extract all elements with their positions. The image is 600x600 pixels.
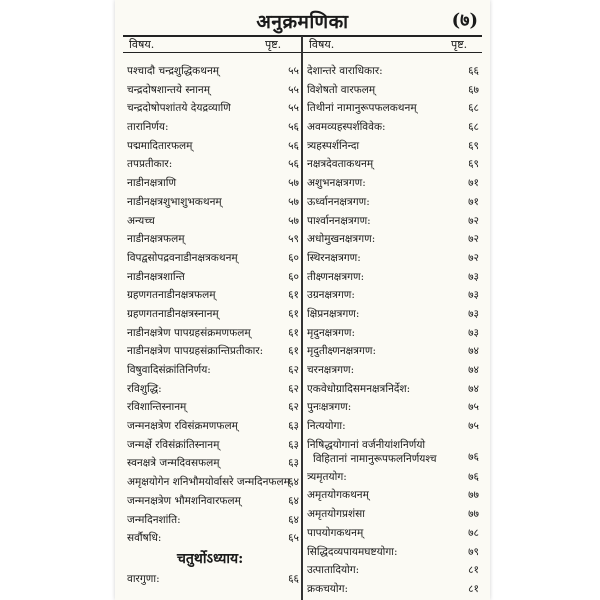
entry-page: ६४ bbox=[288, 494, 299, 507]
entry-page: ५७ bbox=[288, 177, 299, 190]
entry-subject: एकवेधोग्रादिसमनक्षत्रनिर्देश: bbox=[307, 382, 411, 395]
index-entry bbox=[127, 361, 305, 380]
entry-page: ७७ bbox=[468, 489, 479, 502]
entry-page: ६१ bbox=[288, 345, 299, 358]
entry-page: ५६ bbox=[288, 158, 299, 171]
index-entry bbox=[127, 529, 305, 548]
entry-page: ६९ bbox=[468, 158, 479, 171]
index-entry bbox=[307, 268, 485, 287]
index-entry bbox=[127, 212, 305, 231]
entry-page: ६३ bbox=[288, 420, 299, 433]
index-entry bbox=[307, 361, 485, 380]
entry-subject: रविशान्तिस्नानम् bbox=[127, 401, 187, 414]
index-entry bbox=[127, 380, 305, 399]
entry-subject: अधोमुखनक्षत्रगण: bbox=[307, 233, 376, 246]
entry-subject: अवमव्यहस्पर्शविवेक: bbox=[307, 121, 386, 134]
index-entry bbox=[127, 342, 305, 361]
entry-page: ७९ bbox=[468, 545, 479, 558]
entry-subject: ऊर्ध्वाननक्षत्रगण: bbox=[307, 195, 370, 208]
index-entry bbox=[127, 398, 305, 417]
index-entry bbox=[127, 570, 305, 589]
entry-subject: नाडीनक्षत्रशान्ति bbox=[127, 270, 185, 283]
entry-page: ६३ bbox=[288, 438, 299, 451]
entry-page: ६२ bbox=[288, 364, 299, 376]
column-header-rule bbox=[123, 52, 482, 53]
entry-page: ७६ bbox=[468, 450, 479, 463]
index-entry bbox=[127, 454, 305, 473]
index-entry bbox=[307, 62, 485, 81]
entry-subject: सर्वौषधि: bbox=[127, 532, 162, 545]
entry-page: ७१ bbox=[468, 177, 479, 190]
entry-subject-line-1: निषिद्धयोगानां वर्जनीयांशनिर्णयो bbox=[307, 438, 426, 451]
entry-page: ६७ bbox=[468, 83, 479, 96]
entry-page: ७४ bbox=[468, 364, 479, 376]
entry-subject: मृदुनक्षत्रगण: bbox=[307, 326, 356, 339]
index-entry bbox=[307, 524, 485, 543]
left-column bbox=[127, 62, 305, 589]
entry-subject: विषुवादिसंक्रांतिनिर्णय: bbox=[127, 364, 211, 376]
index-entry bbox=[307, 561, 485, 580]
entry-subject: अमृक्षयोगेन शनिभौमयोर्वासरे जन्मदिनफलम् bbox=[127, 476, 290, 489]
index-entry bbox=[127, 268, 305, 287]
index-entry bbox=[127, 324, 305, 343]
entry-page: ६१ bbox=[288, 307, 299, 320]
header-rule bbox=[123, 35, 482, 37]
entry-subject: उत्पातादियोग: bbox=[307, 564, 360, 577]
entry-page: ५६ bbox=[288, 139, 299, 152]
entry-page: ७२ bbox=[468, 233, 479, 246]
index-entry bbox=[307, 580, 485, 599]
entry-subject: पुनःक्षत्रगण: bbox=[307, 401, 352, 414]
entry-subject: नक्षत्रदेवताकथनम् bbox=[307, 158, 374, 171]
entry-page: ६४ bbox=[288, 513, 299, 526]
index-entry bbox=[127, 99, 305, 118]
entry-page: ६२ bbox=[288, 382, 299, 395]
entry-subject: पद्ममादितारफलम् bbox=[127, 139, 193, 152]
index-entry bbox=[307, 249, 485, 268]
entry-subject-line-2: विहितानां नामानुरूपफलनिर्णयश्च bbox=[313, 452, 437, 465]
entry-page: ७३ bbox=[468, 307, 479, 320]
left-subject-header: विषय. bbox=[129, 38, 155, 51]
entry-subject: अमृतयोगकथनम् bbox=[307, 489, 369, 502]
index-entry bbox=[127, 137, 305, 156]
left-page-header: पृष्ट. bbox=[265, 38, 282, 51]
entry-subject: नित्ययोगा: bbox=[307, 420, 346, 433]
entry-subject: पापयोगकथनम् bbox=[307, 526, 364, 539]
index-entry bbox=[307, 99, 485, 118]
entry-page: ५७ bbox=[288, 195, 299, 208]
entry-page: ७८ bbox=[468, 526, 479, 539]
entry-subject: सिद्धिदव्यपायमघष्टयोगा: bbox=[307, 545, 398, 558]
index-entry bbox=[127, 118, 305, 137]
index-entry bbox=[127, 473, 305, 492]
entry-subject: अशुभनक्षत्रगण: bbox=[307, 177, 366, 190]
entry-subject: त्र्यहस्पर्शनिन्दा bbox=[307, 139, 360, 152]
entry-subject: तीक्ष्णनक्षत्रगण: bbox=[307, 270, 365, 283]
right-subject-header: विषय. bbox=[309, 38, 335, 51]
entry-subject: तपप्रतीकार: bbox=[127, 158, 173, 171]
entry-page: ७५ bbox=[468, 420, 479, 433]
entry-subject: जन्मर्क्षे रविसंक्रांतिस्नानम् bbox=[127, 438, 220, 451]
entry-page: ८१ bbox=[468, 564, 479, 577]
entry-subject: उग्रनक्षत्रगण: bbox=[307, 289, 355, 302]
entry-page: ७४ bbox=[468, 345, 479, 358]
index-entry-multiline bbox=[307, 436, 485, 468]
entry-page: ५५ bbox=[288, 83, 299, 96]
entry-subject: मृदुतीक्ष्णनक्षत्रगण: bbox=[307, 345, 377, 358]
entry-page: ६९ bbox=[468, 139, 479, 152]
entry-subject: नाडीनक्षत्रशुभाशुभकथनम् bbox=[127, 195, 222, 208]
entry-subject: क्रकचयोग: bbox=[307, 582, 349, 595]
entry-page: ७३ bbox=[468, 270, 479, 283]
index-entry bbox=[127, 81, 305, 100]
entry-page: ६२ bbox=[288, 401, 299, 414]
entry-subject: ग्रहणगतनाडीनक्षत्रस्नानम् bbox=[127, 307, 219, 320]
entry-subject bbox=[307, 438, 457, 466]
page-title: अनुक्रमणिका bbox=[256, 11, 349, 33]
entry-subject: नाडीनक्षत्रेण पापग्रहसंक्रमणफलम् bbox=[127, 326, 251, 339]
entry-page: ७२ bbox=[468, 214, 479, 227]
right-column bbox=[307, 62, 485, 599]
index-entry bbox=[127, 155, 305, 174]
entry-subject: देशान्तरे वाराधिकार: bbox=[307, 65, 383, 77]
index-entry bbox=[127, 174, 305, 193]
index-entry bbox=[307, 468, 485, 487]
entry-subject: नाडीनक्षत्राणि bbox=[127, 177, 177, 190]
entry-subject: तारानिर्णय: bbox=[127, 121, 169, 134]
index-entry bbox=[127, 305, 305, 324]
index-entry bbox=[307, 118, 485, 137]
page-number: (७) bbox=[451, 10, 478, 31]
index-entry bbox=[127, 249, 305, 268]
entry-page: ६८ bbox=[468, 121, 479, 134]
index-entry bbox=[127, 62, 305, 81]
index-entry bbox=[307, 230, 485, 249]
index-entry bbox=[127, 436, 305, 455]
entry-page: ७६ bbox=[468, 470, 479, 483]
index-entry bbox=[307, 81, 485, 100]
entry-subject: पार्श्वाननक्षत्रगण: bbox=[307, 214, 371, 227]
entry-subject: क्षिप्रनक्षत्रगण: bbox=[307, 307, 360, 320]
entry-page: ८१ bbox=[468, 582, 479, 595]
entry-subject: ग्रहणगतनाडीनक्षत्रफलम् bbox=[127, 289, 216, 302]
index-entry bbox=[307, 486, 485, 505]
entry-subject: जन्मदिनशांति: bbox=[127, 513, 181, 526]
entry-page: ७५ bbox=[468, 401, 479, 414]
entry-page: ६१ bbox=[288, 289, 299, 302]
entry-page: ७१ bbox=[468, 195, 479, 208]
index-entry bbox=[127, 230, 305, 249]
index-entry bbox=[307, 305, 485, 324]
index-entry bbox=[307, 174, 485, 193]
entry-page: ७७ bbox=[468, 508, 479, 521]
index-entry bbox=[307, 398, 485, 417]
entry-subject: रविशुद्धि: bbox=[127, 382, 162, 395]
index-entry bbox=[307, 324, 485, 343]
entry-page: ५९ bbox=[288, 233, 299, 246]
entry-page: ७४ bbox=[468, 382, 479, 395]
entry-subject: अन्यच्च bbox=[127, 214, 155, 227]
entry-subject: चन्द्रदोषशान्तये स्नानम् bbox=[127, 83, 211, 96]
entry-subject: स्वनक्षत्रे जन्मदिवसफलम् bbox=[127, 457, 220, 470]
entry-page: ६६ bbox=[288, 572, 299, 585]
entry-subject: विशेषतो वारफलम् bbox=[307, 83, 376, 96]
entry-page: ५५ bbox=[288, 102, 299, 115]
index-entry bbox=[307, 417, 485, 436]
index-entry bbox=[127, 193, 305, 212]
index-entry bbox=[307, 193, 485, 212]
index-entry bbox=[307, 212, 485, 231]
entry-page: ५७ bbox=[288, 214, 299, 227]
entry-page: ७२ bbox=[468, 251, 479, 264]
entry-page: ६१ bbox=[288, 326, 299, 339]
entry-page: ६० bbox=[288, 270, 299, 283]
entry-page: ६६ bbox=[468, 65, 479, 77]
entry-subject: स्थिरनक्षत्रगण: bbox=[307, 251, 361, 264]
index-entry bbox=[307, 137, 485, 156]
entry-page: ६८ bbox=[468, 102, 479, 115]
entry-subject: चरनक्षत्रगण: bbox=[307, 364, 355, 376]
entry-page: ७३ bbox=[468, 326, 479, 339]
index-entry bbox=[127, 492, 305, 511]
entry-subject: जन्मनक्षत्रेण भौमशनिवारफलम् bbox=[127, 494, 241, 507]
entry-subject: त्र्यमृतयोग: bbox=[307, 470, 347, 483]
entry-subject: नाडीनक्षत्रेण पापग्रहसंक्रान्तिप्रतीकार: bbox=[127, 345, 264, 358]
entry-subject: अमृतयोगप्रशंसा bbox=[307, 508, 365, 521]
index-entry bbox=[307, 380, 485, 399]
entry-page: ६४ bbox=[288, 476, 299, 489]
entry-subject: विपद्वसोपद्रवनाडीनक्षत्रकथनम् bbox=[127, 251, 238, 264]
index-entry bbox=[127, 417, 305, 436]
index-entry bbox=[307, 342, 485, 361]
index-entry bbox=[127, 286, 305, 305]
index-entry bbox=[307, 543, 485, 562]
entry-subject: पश्चादौ चन्द्रशुद्धिकथनम् bbox=[127, 65, 220, 77]
index-entry bbox=[307, 505, 485, 524]
entry-subject: नाडीनक्षत्रफलम् bbox=[127, 233, 185, 246]
entry-page: ५५ bbox=[288, 65, 299, 77]
index-entry bbox=[127, 511, 305, 530]
index-page bbox=[115, 0, 490, 600]
entry-page: ६० bbox=[288, 251, 299, 264]
entry-page: ६५ bbox=[288, 532, 299, 545]
entry-page: ५६ bbox=[288, 121, 299, 134]
entry-subject: तिथीनां नामानुरूपफलकथनम् bbox=[307, 102, 417, 115]
chapter-heading: चतुर्थोऽध्याय: bbox=[177, 550, 244, 567]
entry-subject: चन्द्रदोषोपशांतये देयद्रव्याणि bbox=[127, 102, 231, 115]
right-page-header: पृष्ट. bbox=[451, 38, 468, 51]
entry-subject: वारगुणा: bbox=[127, 572, 160, 585]
entry-subject: जन्मनक्षत्रेण रविसंक्रमणफलम् bbox=[127, 420, 238, 433]
index-entry bbox=[307, 155, 485, 174]
index-entry bbox=[307, 286, 485, 305]
entry-page: ६३ bbox=[288, 457, 299, 470]
entry-page: ७३ bbox=[468, 289, 479, 302]
